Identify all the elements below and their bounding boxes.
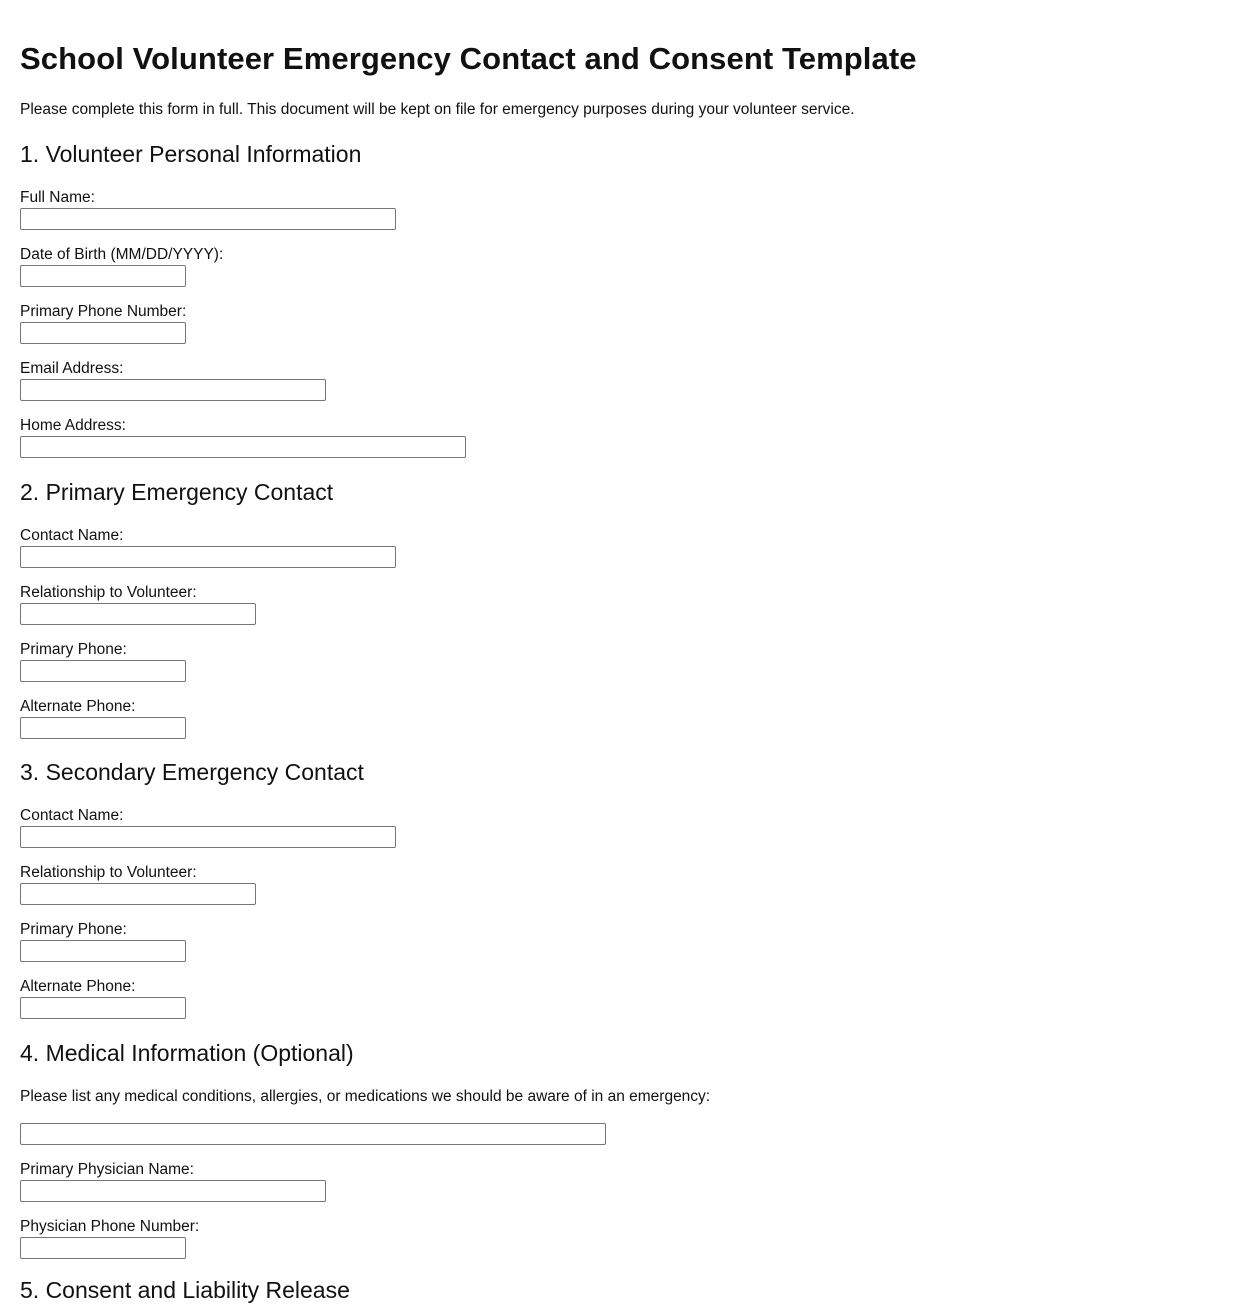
secondary-contact-name-label: Contact Name: (20, 807, 124, 824)
primary-contact-alt-phone-label: Alternate Phone: (20, 698, 136, 715)
physician-name-label: Primary Physician Name: (20, 1161, 194, 1178)
primary-contact-relationship-label: Relationship to Volunteer: (20, 584, 197, 601)
phone-label: Primary Phone Number: (20, 303, 187, 320)
section-heading-consent: 5. Consent and Liability Release (20, 1277, 350, 1303)
primary-contact-alt-phone-input[interactable] (20, 717, 186, 739)
dob-input[interactable] (20, 265, 186, 287)
intro-text: Please complete this form in full. This document will be kept on file for emergency purposes during your volunteer service. (20, 101, 855, 118)
medical-conditions-input[interactable] (20, 1123, 606, 1145)
secondary-contact-alt-phone-input[interactable] (20, 997, 186, 1019)
primary-contact-relationship-input[interactable] (20, 603, 256, 625)
primary-contact-name-label: Contact Name: (20, 527, 124, 544)
physician-name-input[interactable] (20, 1180, 326, 1202)
section-heading-personal: 1. Volunteer Personal Information (20, 141, 362, 167)
dob-label: Date of Birth (MM/DD/YYYY): (20, 246, 224, 263)
full-name-label: Full Name: (20, 189, 95, 206)
home-address-input[interactable] (20, 436, 466, 458)
section-heading-secondary-contact: 3. Secondary Emergency Contact (20, 759, 364, 785)
secondary-contact-alt-phone-label: Alternate Phone: (20, 978, 136, 995)
page-title: School Volunteer Emergency Contact and Consent Template (20, 41, 917, 76)
full-name-input[interactable] (20, 208, 396, 230)
phone-input[interactable] (20, 322, 186, 344)
section-heading-medical: 4. Medical Information (Optional) (20, 1040, 354, 1066)
section-heading-primary-contact: 2. Primary Emergency Contact (20, 479, 334, 505)
secondary-contact-relationship-label: Relationship to Volunteer: (20, 864, 197, 881)
home-address-label: Home Address: (20, 417, 126, 434)
physician-phone-label: Physician Phone Number: (20, 1218, 200, 1235)
physician-phone-input[interactable] (20, 1237, 186, 1259)
primary-contact-phone-input[interactable] (20, 660, 186, 682)
medical-description: Please list any medical conditions, allergies, or medications we should be aware of in an emergency: (20, 1088, 711, 1105)
primary-contact-name-input[interactable] (20, 546, 396, 568)
secondary-contact-phone-label: Primary Phone: (20, 921, 127, 938)
email-input[interactable] (20, 379, 326, 401)
primary-contact-phone-label: Primary Phone: (20, 641, 127, 658)
secondary-contact-relationship-input[interactable] (20, 883, 256, 905)
secondary-contact-phone-input[interactable] (20, 940, 186, 962)
secondary-contact-name-input[interactable] (20, 826, 396, 848)
email-label: Email Address: (20, 360, 124, 377)
